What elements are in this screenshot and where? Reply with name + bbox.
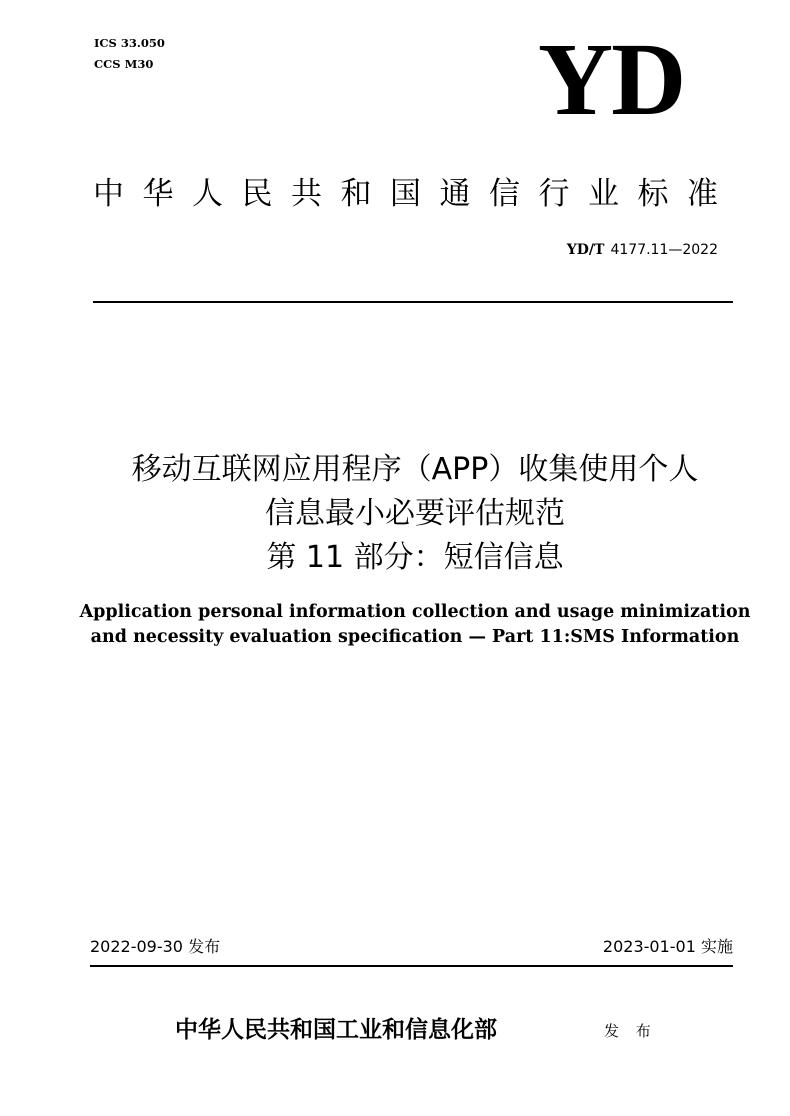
issue-label: 发 布 [604,1022,657,1040]
implementation-date: 2023-01-01 实施 [602,937,733,956]
classification-codes [94,33,165,75]
issuing-authority: 中华人民共和国工业和信息化部 [175,1016,497,1043]
standard-code-number: 4177.11—2022 [610,242,718,258]
english-title-line-2: and necessity evaluation specification — Part 11:SMS Information [90,627,740,647]
bottom-divider [90,965,733,967]
industry-standard-heading: 中华人民共和国通信行业标准 [93,176,737,212]
ccs-code: CCS M30 [94,57,154,71]
english-title-line-1: Application personal information collection and usage minimization [79,602,751,622]
chinese-title-line-3: 第 11 部分：短信信息 [266,540,564,575]
english-title [40,600,790,650]
chinese-title [40,448,790,580]
standard-code-prefix: YD/T [566,242,605,258]
ics-code: ICS 33.050 [94,36,165,50]
release-date: 2022-09-30 发布 [90,937,221,956]
standard-number [567,241,718,259]
chinese-title-line-2: 信息最小必要评估规范 [265,496,565,531]
top-divider [93,301,733,303]
chinese-title-line-1: 移动互联网应用程序（APP）收集使用个人 [131,452,699,487]
yd-logo: YD [538,22,685,137]
